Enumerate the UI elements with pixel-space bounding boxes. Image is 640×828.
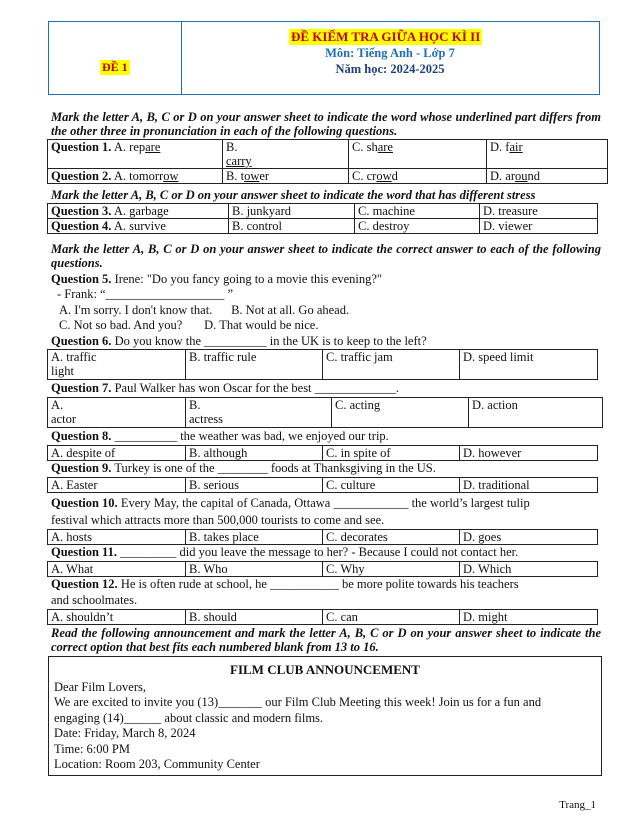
q6-c: C. traffic jam	[323, 350, 460, 380]
q12-text: He is often rude at school, he ___________ be more polite towards his teachers	[117, 577, 519, 591]
q3-label: Question 3.	[51, 204, 112, 218]
q9-d: D. traditional	[460, 478, 598, 493]
q7-b-word: actress	[189, 412, 224, 426]
q8-label: Question 8.	[51, 429, 112, 443]
q1-b: B.	[226, 140, 238, 154]
q5-option-b: B. Not at all. Go ahead.	[231, 303, 350, 317]
q8-table	[47, 445, 598, 461]
q7-d: D. action	[469, 398, 603, 428]
q11-text: _________ did you leave the message to her? - Because I could not contact her.	[117, 545, 519, 559]
q2-b-cell	[223, 169, 349, 184]
q4-label: Question 4.	[51, 219, 112, 233]
q5-option-c: C. Not so bad. And you?	[59, 318, 183, 332]
q3-row	[48, 204, 229, 219]
q6-label: Question 6.	[51, 334, 112, 348]
section1-instruction: Mark the letter A, B, C or D on your answer sheet to indicate the word whose underlined part differs from the other three in pronunciation in each of the following questions.	[51, 110, 601, 138]
q10-text-cont: festival which attracts more than 500,000 tourists to come and see.	[51, 513, 385, 527]
q10-table	[47, 529, 598, 545]
q6-b: B. traffic rule	[186, 350, 323, 380]
q2-d-rest: nd	[527, 169, 540, 183]
q9-c: C. culture	[323, 478, 460, 493]
q2-label: Question 2.	[51, 169, 112, 183]
q5-prompt	[51, 272, 382, 287]
q12-prompt	[51, 577, 519, 592]
q4-d: D. viewer	[480, 219, 598, 234]
q12-text-cont: and schoolmates.	[51, 593, 138, 607]
q9-table	[47, 477, 598, 493]
q11-table	[47, 561, 598, 577]
q2-b-underline: ow	[244, 169, 260, 183]
q1-c: C. sh	[352, 140, 378, 154]
q7-a-cell	[48, 398, 186, 428]
section3-instruction: Mark the letter A, B, C or D on your answer sheet to indicate the correct answer to each of the following questions.	[51, 242, 601, 270]
q7-table	[47, 397, 603, 428]
q2-a-underline: ow	[163, 169, 179, 183]
q6-a-cell	[48, 350, 186, 380]
q6-a: A. traffic	[51, 350, 97, 364]
q4-a: A. survive	[113, 219, 166, 233]
announcement-location: Location: Room 203, Community Center	[54, 757, 260, 771]
q3-c: C. machine	[355, 204, 480, 219]
q2-d: D. ar	[490, 169, 515, 183]
q8-prompt	[51, 429, 389, 444]
q2-c-rest: d	[391, 169, 398, 183]
q6-a-cont: light	[51, 364, 74, 378]
q6-prompt	[51, 334, 427, 349]
q1-c-cell	[349, 140, 487, 169]
exam-subject: Môn: Tiếng Anh - Lớp 7	[325, 46, 455, 60]
q7-c: C. acting	[332, 398, 469, 428]
q7-a: A.	[51, 398, 64, 412]
q1-a-underline: are	[145, 140, 161, 154]
q3-q4-table	[47, 203, 598, 234]
announcement-time: Time: 6:00 PM	[54, 742, 130, 756]
q11-prompt	[51, 545, 518, 560]
announcement-date: Date: Friday, March 8, 2024	[54, 726, 196, 740]
q6-d: D. speed limit	[460, 350, 598, 380]
q2-c-cell	[349, 169, 487, 184]
q2-c: C. cr	[352, 169, 377, 183]
q7-b-cell	[186, 398, 332, 428]
q9-text: Turkey is one of the ________ foods at Thanksgiving in the US.	[111, 461, 436, 475]
q11-a: A. What	[48, 562, 186, 577]
film-club-announcement	[48, 656, 602, 776]
q7-text: Paul Walker has won Oscar for the best _____________.	[111, 381, 400, 395]
q6-table	[47, 349, 598, 380]
exam-year: Năm học: 2024-2025	[335, 62, 445, 76]
q5-text: Irene: "Do you fancy going to a movie this evening?"	[111, 272, 382, 286]
q1-c-underline: are	[377, 140, 393, 154]
q2-d-underline: ou	[515, 169, 528, 183]
q7-b: B.	[189, 398, 201, 412]
q1-d-underline: air	[509, 140, 523, 154]
q2-c-underline: ow	[376, 169, 392, 183]
q10-a: A. hosts	[48, 530, 186, 545]
q5-options-ab	[59, 303, 349, 318]
q1-d: D. f	[490, 140, 510, 154]
q2-row	[48, 169, 223, 184]
q12-a: A. shouldn’t	[48, 610, 186, 625]
q1-b-word: carry	[226, 154, 252, 168]
q2-b-rest: er	[259, 169, 270, 183]
q8-c: C. in spite of	[323, 446, 460, 461]
exam-header	[48, 21, 600, 95]
exam-title: ĐỀ KIỂM TRA GIỮA HỌC KÌ II	[291, 29, 481, 44]
q2-a: A. tomorr	[113, 169, 164, 183]
q4-c: C. destroy	[355, 219, 480, 234]
q10-d: D. goes	[460, 530, 598, 545]
q7-prompt	[51, 381, 399, 396]
announcement-line-2: engaging (14)______ about classic and modern films.	[54, 711, 324, 725]
q8-b: B. although	[186, 446, 323, 461]
q2-d-cell	[487, 169, 608, 184]
exam-code: ĐỀ 1	[102, 60, 128, 74]
q5-option-d: D. That would be nice.	[204, 318, 319, 332]
q4-row	[48, 219, 229, 234]
q3-a: A. garbage	[113, 204, 169, 218]
q1-label: Question 1.	[51, 140, 112, 154]
section2-instruction: Mark the letter A, B, C or D on your answer sheet to indicate the word that has different stress	[51, 188, 536, 202]
q12-c: C. can	[323, 610, 460, 625]
q11-b: B. Who	[186, 562, 323, 577]
exam-code-cell	[49, 22, 182, 94]
q7-label: Question 7.	[51, 381, 112, 395]
q4-b: B. control	[229, 219, 355, 234]
q1-table	[47, 139, 608, 184]
q11-c: C. Why	[323, 562, 460, 577]
q9-a: A. Easter	[48, 478, 186, 493]
announcement-greeting: Dear Film Lovers,	[54, 680, 146, 694]
q10-text: Every May, the capital of Canada, Ottawa ____________ the world’s largest tulip	[117, 496, 530, 510]
q11-label: Question 11.	[51, 545, 117, 559]
section4-instruction: Read the following announcement and mark the letter A, B, C or D on your answer sheet to indicate the correct option that best fits each numbered blank from 13 to 16.	[51, 626, 601, 654]
q5-label: Question 5.	[51, 272, 112, 286]
q10-b: B. takes place	[186, 530, 323, 545]
q2-b: B. t	[226, 169, 245, 183]
q10-c: C. decorates	[323, 530, 460, 545]
page-number: Trang_1	[559, 799, 596, 811]
q10-label: Question 10.	[51, 496, 118, 510]
q5-frank: - Frank: “___________________ ”	[57, 287, 234, 301]
q1-row	[48, 140, 223, 169]
q1-d-cell	[487, 140, 608, 169]
q10-prompt	[51, 496, 601, 511]
q3-d: D. treasure	[480, 204, 598, 219]
announcement-line-1: We are excited to invite you (13)_______ our Film Club Meeting this week! Join us for a fun and	[54, 695, 542, 709]
q5-options-cd	[59, 318, 318, 333]
q8-text: __________ the weather was bad, we enjoyed our trip.	[111, 429, 389, 443]
q8-d: D. however	[460, 446, 598, 461]
q1-a: A. rep	[113, 140, 146, 154]
q11-d: D. Which	[460, 562, 598, 577]
q12-table	[47, 609, 598, 625]
q9-label: Question 9.	[51, 461, 112, 475]
q5-option-a: A. I'm sorry. I don't know that.	[59, 303, 213, 317]
announcement-title: FILM CLUB ANNOUNCEMENT	[230, 662, 420, 677]
q8-a: A. despite of	[48, 446, 186, 461]
q3-b: B. junkyard	[229, 204, 355, 219]
q9-b: B. serious	[186, 478, 323, 493]
q12-label: Question 12.	[51, 577, 118, 591]
q12-d: D. might	[460, 610, 598, 625]
q7-a-word: actor	[51, 412, 76, 426]
q6-text: Do you know the __________ in the UK is to keep to the left?	[111, 334, 427, 348]
q1-b-cell	[223, 140, 349, 169]
q12-b: B. should	[186, 610, 323, 625]
q9-prompt	[51, 461, 436, 476]
